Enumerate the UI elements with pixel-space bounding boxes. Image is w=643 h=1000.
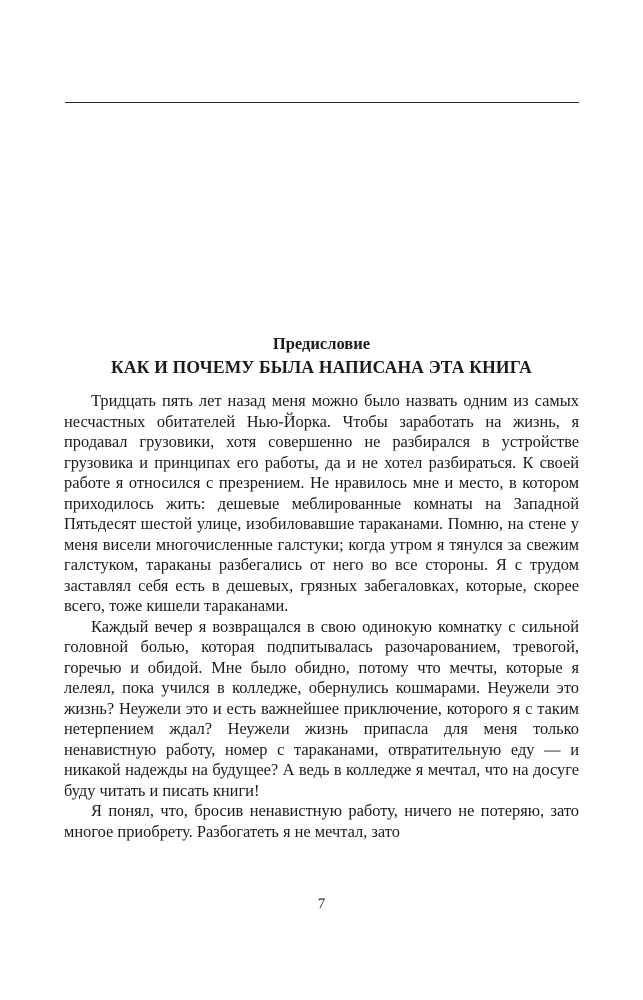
body-text bbox=[64, 391, 579, 842]
section-pretitle: Предисловие bbox=[272, 334, 371, 353]
paragraph: Каждый вечер я возвращался в свою одинокую комнатку с сильной головной болью, которая подпитывалась разочарованием, тревогой, горечью и обидой. Мне было обидно, потому что мечты, которые я лелеял, пока учился в колледже, обернулись кошмарами. Неужели это жизнь? Неужели это и есть важнейшее приключение, которого я с таким нетерпением ждал? Неужели жизнь припасла для меня только ненавистную работу, номер с тараканами, отвратительную еду — и никакой надежды на будущее? А ведь в колледже я мечтал, что на досуге буду читать и писать книги! bbox=[64, 616, 579, 800]
page-number: 7 bbox=[317, 896, 326, 912]
paragraph: Я понял, что, бросив ненавистную работу, ничего не потеряю, зато многое приобрету. Разбогатеть я не мечтал, зато bbox=[64, 801, 579, 841]
chapter-title: КАК И ПОЧЕМУ БЫЛА НАПИСАНА ЭТА КНИГА bbox=[111, 357, 532, 377]
header-rule bbox=[65, 102, 579, 103]
chapter-heading bbox=[64, 333, 579, 378]
paragraph: Тридцать пять лет назад меня можно было назвать одним из самых несчастных обитателей Нью-Йорка. Чтобы заработать на жизнь, я продавал грузовики, хотя совершенно не разбирался в устройстве грузовика и принципах его работы, да и не хотел разбираться. К своей работе я относился с презрением. Не нравилось мне и место, в котором приходилось жить: дешевые меблированные комнаты на Западной Пятьдесят шестой улице, изобиловавшие тараканами. Помню, на стене у меня висели многочисленные галстуки; когда утром я тянулся за свежим галстуком, тараканы разбегались от него во все стороны. Я с трудом заставлял себя есть в дешевых, грязных забегаловках, которые, скорее всего, тоже кишели тараканами. bbox=[64, 391, 579, 615]
